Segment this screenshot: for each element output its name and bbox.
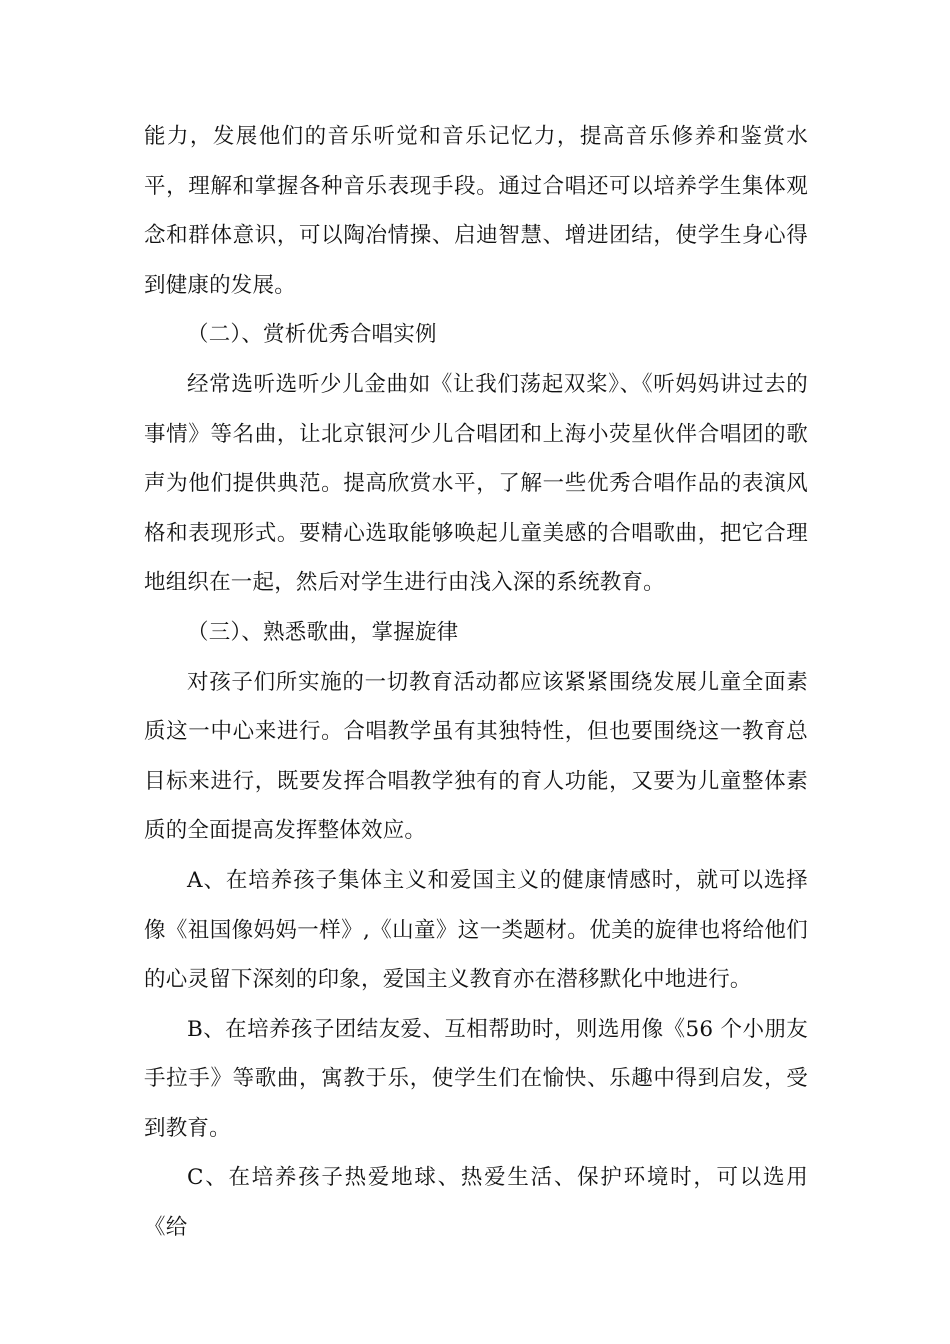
document-body [144,112,808,1253]
section-heading-3: （三）、熟悉歌曲，掌握旋律 [187,619,459,645]
paragraph: 经常选听选听少儿金曲如《让我们荡起双桨》、《听妈妈讲过去的事情》等名曲，让北京银河少儿合唱团和上海小荧星伙伴合唱团的歌声为他们提供典范。提高欣赏水平，了解一些优秀合唱作品的表演风格和表现形式。要精心选取能够唤起儿童美感的合唱歌曲，把它合理地组织在一起，然后对学生进行由浅入深的系统教育。 [144,371,808,596]
paragraph: 对孩子们所实施的一切教育活动都应该紧紧围绕发展儿童全面素质这一中心来进行。合唱教学虽有其独特性，但也要围绕这一教育总目标来进行，既要发挥合唱教学独有的育人功能，又要为儿童整体素质的全面提高发挥整体效应。 [144,669,808,844]
list-item-c: C、在培养孩子热爱地球、热爱生活、保护环境时，可以选用《给 [144,1165,808,1241]
list-item-b: B、在培养孩子团结友爱、互相帮助时，则选用像《56 个小朋友手拉手》等歌曲，寓教于乐，使学生们在愉快、乐趣中得到启发，受到教育。 [144,1016,808,1141]
section-heading-2: （二）、赏析优秀合唱实例 [187,322,437,348]
paragraph-continuation: 能力，发展他们的音乐听觉和音乐记忆力，提高音乐修养和鉴赏水平，理解和掌握各种音乐表现手段。通过合唱还可以培养学生集体观念和群体意识，可以陶冶情操、启迪智慧、增进团结，使学生身心得到健康的发展。 [144,124,808,298]
list-item-a: A、在培养孩子集体主义和爱国主义的健康情感时，就可以选择像《祖国像妈妈一样》,《山童》这一类题材。优美的旋律也将给他们的心灵留下深刻的印象，爱国主义教育亦在潜移默化中地进行。 [144,867,808,993]
